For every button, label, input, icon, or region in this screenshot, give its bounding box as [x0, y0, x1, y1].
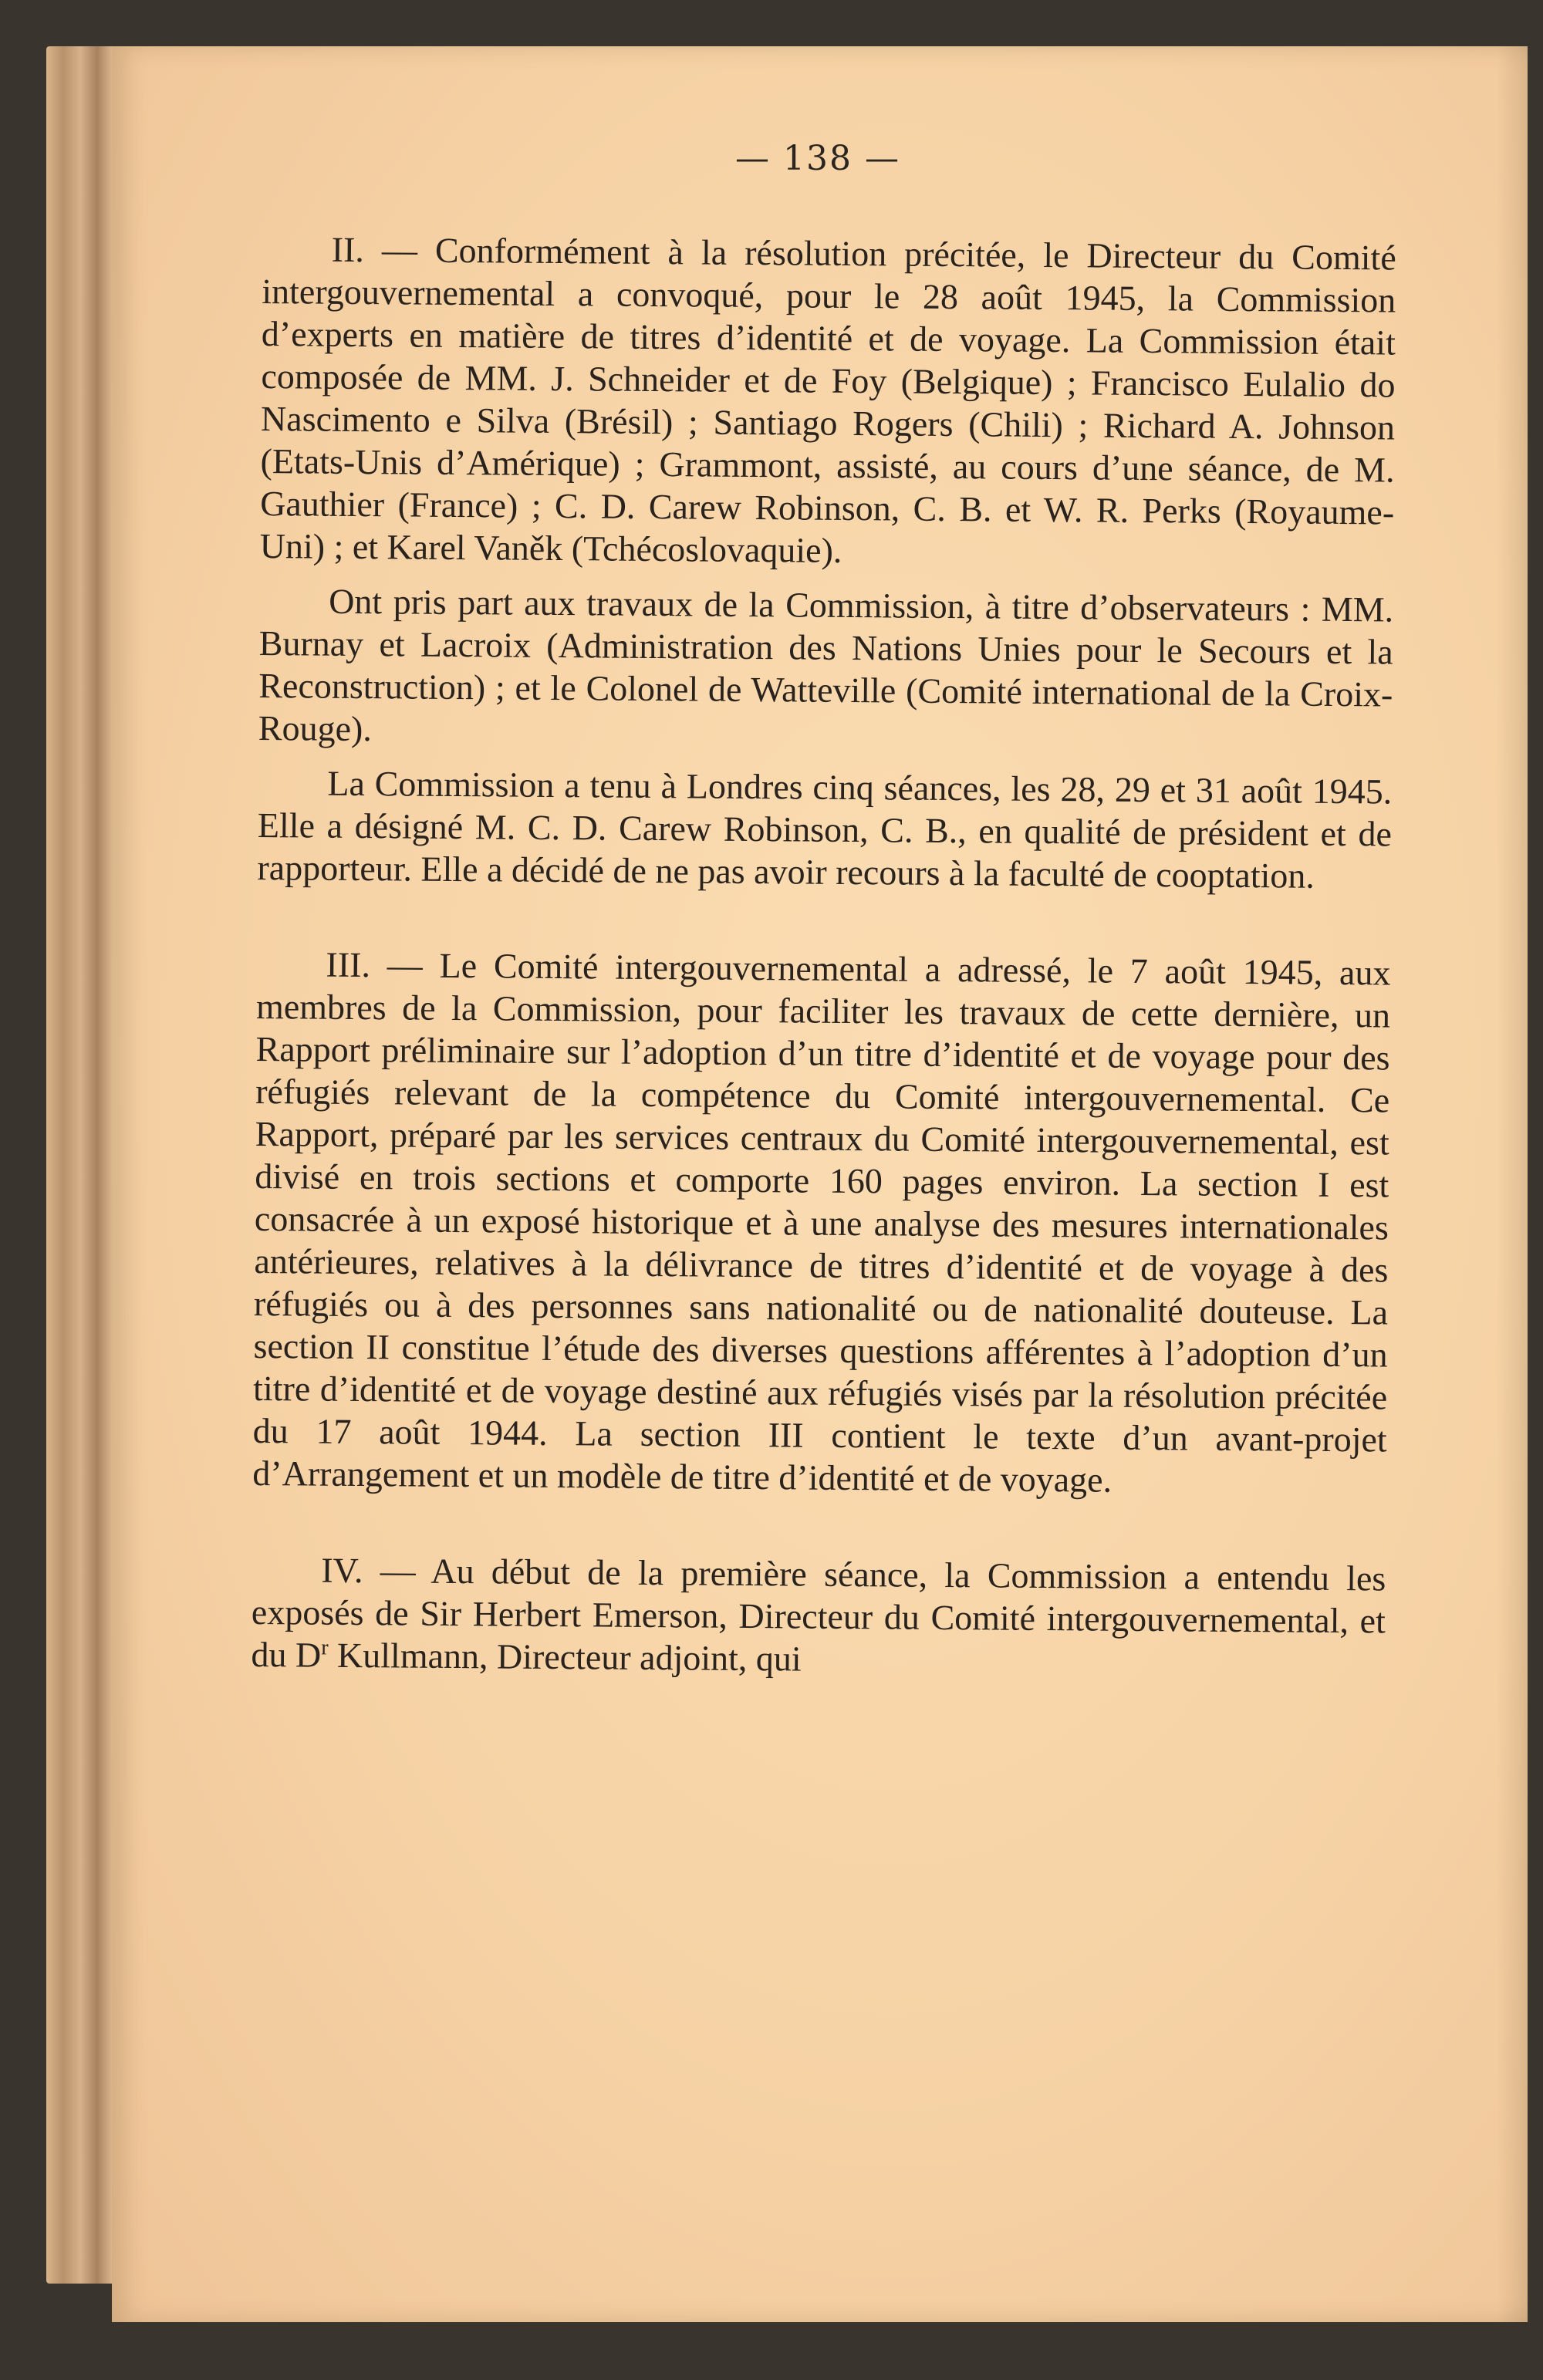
page-shadow: [1497, 46, 1528, 2322]
paragraph-ii: II. — Conformément à la résolution précitée, le Directeur du Comité intergouvernemental a convoqué, pour le 28 août 1945, la Commission d’experts en matière de titres d’identité et de voyage. La Commission était composée de MM. J. Schneider et de Foy (Belgique) ; Francisco Eulalio do Nascimento e Silva (Brésil) ; Santiago Rogers (Chili) ; Richard A. Johnson (Etats-Unis d’Amérique) ; Grammont, assisté, au cours d’une séance, de M. Gauthier (France) ; C. D. Carew Robinson, C. B. et W. R. Perks (Royaume-Uni) ; et Karel Vaněk (Tchécoslovaquie).: [259, 229, 1396, 570]
doctor-superscript: r: [321, 1636, 329, 1660]
paragraph-iv: [251, 1548, 1386, 1685]
page-number: — 138 —: [735, 139, 900, 178]
paragraph-iv-end: Kullmann, Directeur adjoint, qui: [328, 1635, 802, 1679]
page-text: [251, 228, 1396, 1684]
paragraph-iv-start: IV. — Au début de la première séance, la Commission a entendu les exposés de Sir Herbert Emerson, Directeur du Comité intergouvernemental, et du D: [251, 1550, 1386, 1675]
paragraph-sessions: La Commission a tenu à Londres cinq séances, les 28, 29 et 31 août 1945. Elle a désigné M. C. D. Carew Robinson, C. B., en qualité de président et de rapporteur. Elle a décidé de ne pas avoir recours à la faculté de cooptation.: [257, 763, 1393, 896]
paragraph-observers: Ont pris part aux travaux de la Commission, à titre d’observateurs : MM. Burnay et Lacroix (Administration des Nations Unies pour le Secours et la Reconstruction) ; et le Colonel de Watteville (Comité international de la Croix-Rouge).: [258, 581, 1394, 749]
paragraph-iii: III. — Le Comité intergouvernemental a adressé, le 7 août 1945, aux membres de la Commission, pour faciliter les travaux de cette dernière, un Rapport préliminaire sur l’adoption d’un titre d’identité et de voyage pour des réfugiés relevant de la compétence du Comité intergouvernemental. Ce Rapport, préparé par les services centraux du Comité intergouvernemental, est divisé en trois sections et comporte 160 pages environ. La section I est consacrée à un exposé historique et à une analyse des mesures internationales antérieures, relatives à la délivrance de titres d’identité et de voyage à des réfugiés ou à des personnes sans nationalité ou de nationalité douteuse. La section II constitue l’étude des diverses questions afférentes à l’adoption d’un titre d’identité et de voyage destiné aux réfugiés visés par la résolution précitée du 17 août 1944. La section III contient le texte d’un avant-projet d’Arrangement et un modèle de titre d’identité et de voyage.: [252, 944, 1391, 1500]
